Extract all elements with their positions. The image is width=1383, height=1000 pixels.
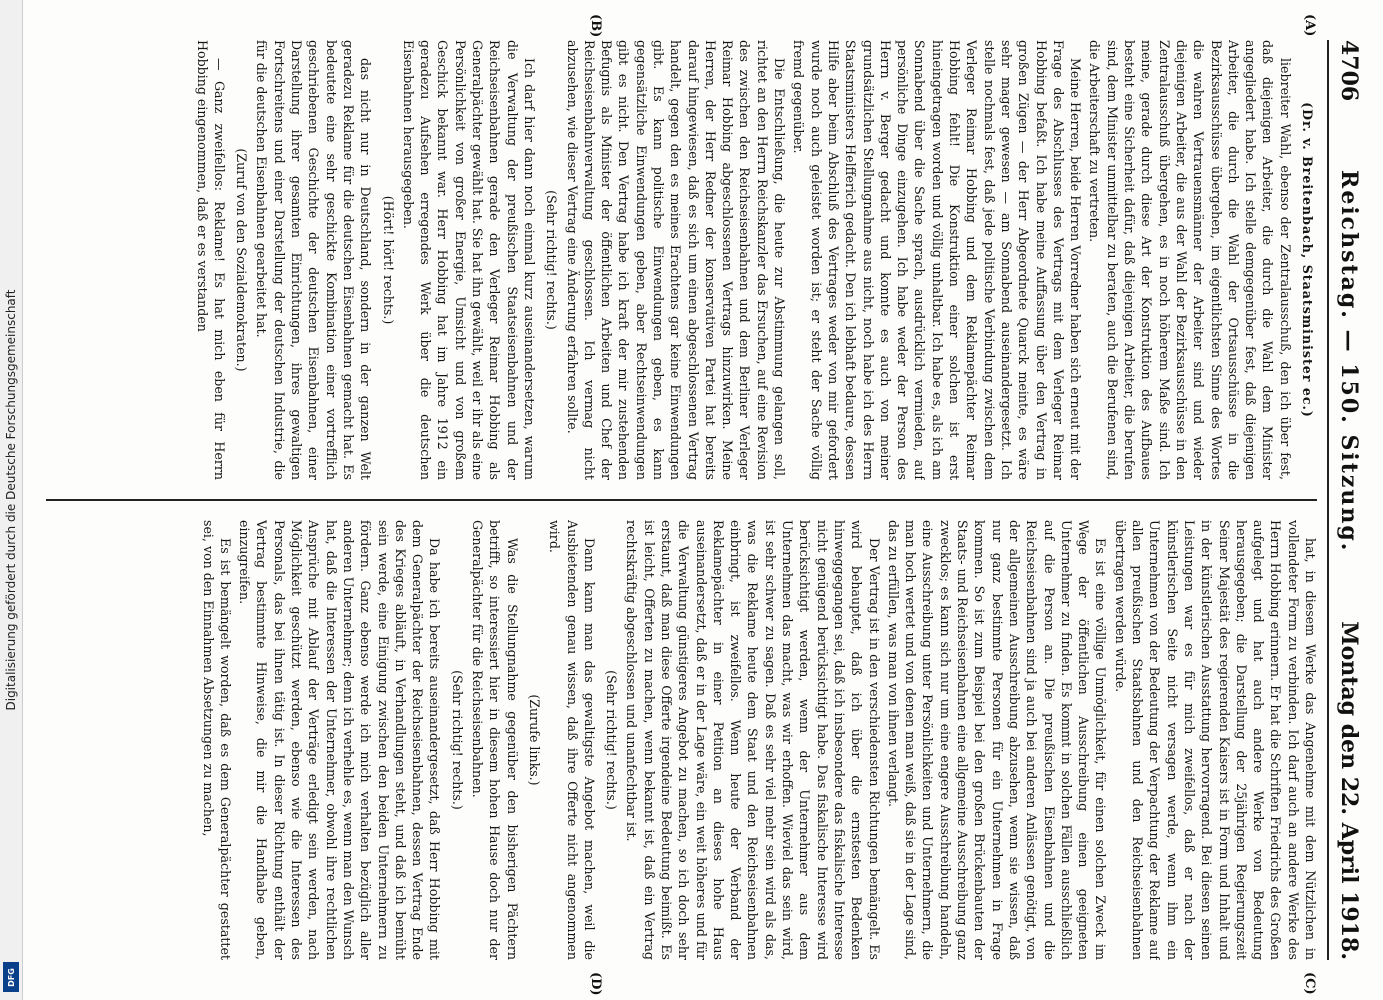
left-speaker: (Dr. v. Breitenbach, Staatsminister ec.) bbox=[1300, 102, 1315, 418]
header-title: Reichstag. — 150. Sitzung. bbox=[1336, 170, 1362, 553]
right-paragraph: Es ist bemängelt worden, daß es dem Generalpächter gestattet sei, von den Einnahmen Absetzungen zu machen, bbox=[200, 520, 233, 960]
right-interjection: (Sehr richtig! rechts.) bbox=[604, 670, 620, 810]
left-paragraph: — Ganz zweifellos: Reklame! Es hat mich eben für Herrn Hobbing eingenommen, daß er es verstanden bbox=[194, 40, 227, 480]
right-paragraph: Da habe ich bereits auseinandergesetzt, daß Herr Hobbing mit dem Generalpächter der Reichseisenbahnen, dessen Vertrag Ende des Krieges abläuft, in Verhandlungen steht, und daß ich bemüht sein werde, eine Einigung zwischen den beiden Unternehmern zu fördern. Ganz ebenso werde ich mich verhalten bezüglich aller anderen Unternehmer; denn ich verhehle es, wenn man den Wunsch hat, daß die Interessen der Unternehmer, obwohl ihre rechtlichen Ansprüche mit Ablauf der Verträge erledigt sein werden, nach Möglichkeit geschützt werden, ebenso wie die Interessen des Personals, das bei ihnen tätig ist. In dieser Richtung enthält der Vertrag bestimmte Hinweise, die mir die Handhabe geben, einzugreifen. bbox=[237, 520, 443, 960]
right-interjection: (Zurufe links.) bbox=[526, 694, 542, 786]
page-header bbox=[1327, 40, 1369, 960]
margin-marker-b: (B) bbox=[588, 14, 603, 38]
right-paragraph: Was die Stellungnahme gegenüber den bisherigen Pächtern betrifft, so interessiert hier in diesem hohen Hause doch nur der Generalpächter für die Reichseisenbahnen. bbox=[470, 520, 520, 960]
margin-marker-c: (C) bbox=[1302, 972, 1317, 995]
dfg-logo bbox=[3, 962, 19, 992]
footer-bar bbox=[0, 0, 23, 1000]
left-paragraph: Ich darf hier dann noch einmal kurz auseinandersetzen, warum die Verwaltung der preußischen Staatseisenbahnen und der Reichseisenbahnen gerade den Verleger Reimar Hobbing als Generalpächter gewählt hat. Sie hat ihn gewählt, weil er ihr als eine Persönlichkeit von großer Energie, Umsicht und von großem Geschick bekannt war. Herr Hobbing hat im Jahre 1912 ein geradezu Aufsehen erregendes Werk über die deutschen Eisenbahnen herausgegeben. bbox=[400, 40, 537, 480]
page-number: 4706 bbox=[1336, 40, 1362, 102]
left-paragraph: liebreiter Wahl, ebenso der Zentralausschuß, den ich über fest, daß diejenigen Arbeiter, die durch die Wahl dem Minister angegliedert habe. Ich stelle demgegenüber fest, daß diejenigen Arbeiter, die durch die Wahl der Ortsausschüsse in die Bezirksausschüsse übergehen, im eigentlichsten Sinne des Wortes die wahren Vertrauensmänner der Arbeiter sind und wieder diejenigen Arbeiter, die aus der Wahl der Bezirksausschüsse in den Zentralausschuß übergehen, es in noch höherem Maße sind. Ich meine, gerade durch diese Art der Konstruktion des Aufbaues besteht eine Sicherheit dafür, daß diejenigen Arbeiter, die berufen sind, dem Minister unmittelbar zu beraten, auch die Berufenen sind, die Arbeiterschaft zu vertreten. bbox=[1087, 40, 1293, 480]
right-paragraph: Es ist eine völlige Unmöglichkeit, für einen solchen Zweck im Wege der öffentlichen Ausschreibung einen geeigneten Unternehmer zu finden. Es kommt in solchen Fällen ausschließlich auf die Person an. Die preußischen Eisenbahnen und die Reichseisenbahnen sind ja auch bei anderen Anlässen genötigt, von der allgemeinen Ausschreibung abzusehen, wenn sie wissen, daß nur ganz bestimmte Personen für ein Unternehmen in Frage kommen. So ist zum Beispiel bei den großen Brückenbauten der Staats- und Reichseisenbahnen eine allgemeine Ausschreibung ganz zwecklos; es kann sich nur um eine engere Ausschreibung handeln, eine Ausschreibung unter Persönlichkeiten und Unternehmern, die man hoch wertet und von denen man weiß, daß sie in der Lage sind, das zu erfüllen, was man von ihnen verlangt. bbox=[885, 520, 1109, 960]
right-column bbox=[46, 520, 1319, 960]
right-paragraph: hat, in diesem Werke das Angenehme mit dem Nützlichen in vollendeter Form zu verbinden. Ich darf auch an andere Werke des Herrn Hobbing erinnern. Er hat die Schriften Friedrichs des Großen aufgelegt und hat auch andere Werke von Bedeutung herausgegeben; die Darstellung der 25jährigen Regierungszeit Seiner Majestät des regierenden Kaisers ist in Form und Inhalt und in der künstlerischen Ausstattung hervorragend. Bei diesen seinen Leistungen war es für mich zweifellos, daß er nach der künstlerischen Seite nicht versagen werde, wenn ihm ein Unternehmen von der Bedeutung der Verpachtung der Reklame auf allen preußischen Staatsbahnen und den Reichseisenbahnen übertragen werden würde. bbox=[1112, 520, 1318, 960]
dfg-logo-text: DFG bbox=[6, 967, 16, 987]
right-paragraph: Der Vertrag ist in den verschiedensten Richtungen bemängelt. Es wird behauptet, daß ich über die ernstesten Bedenken hinweggegangen sei, daß ich insbesondere das fiskalische Interesse nicht genügend berücksichtigt habe. Das fiskalische Interesse wird berücksichtigt werden, wenn der Unternehmer aus dem Unternehmen das macht, was wir erhoffen. Wieviel das sein wird, ist sehr schwer zu sagen. Daß es sehr viel mehr sein wird als das, was die Reklame heute dem Staat und den Reichseisenbahnen einbringt, ist zweifellos. Wenn heute der Verband der Reklamepächter in einer Petition an dieses hohe Haus auseinandersetzt, daß er in der Lage wäre, ein weit höheres und für die Verwaltung günstigeres Angebot zu machen, so ich doch sehr erstaunt, daß man diese Offerte irgendeine Bedeutung beimißt. Es ist leicht, Offerten zu machen, wenn bekannt ist, daß ein Vertrag rechtskräftig abgeschlossen und unanfechtbar ist. bbox=[624, 520, 882, 960]
right-paragraph: Dann kann man das gewaltigste Angebot machen, weil die Ausbietenden genau wissen, daß ihre Offerte nicht angenommen wird. bbox=[547, 520, 597, 960]
margin-marker-a: (A) bbox=[1302, 14, 1317, 37]
footer-credit: Digitalisierung gefördert durch die Deutsche Forschungsgemeinschaft bbox=[4, 289, 18, 711]
left-paragraph: Die Entschließung, die heute zur Abstimmung gelangen soll, richtet an den Herrn Reichskanzler das Ersuchen, auf eine Revision des zwischen den Reichseisenbahnen und dem Berliner Verleger Reimar Hobbing abgeschlossenen Vertrags hinzuwirken. Meine Herren, der Herr Redner der konservativen Partei hat bereits darauf hingewiesen, daß es sich um einen abgeschlossenen Vertrag handelt, gegen den es meines Erachtens gar keine Einwendungen gibt. Es kann politische Einwendungen geben, es kann gegensätzliche Einwendungen geben, aber Rechtseinwendungen gibt es nicht. Den Vertrag habe ich kraft der mir zustehenden Befugnis als Minister der öffentlichen Arbeiten und Chef der Reichseisenbahnverwaltung geschlossen. Ich vermag nicht abzusehen, wie dieser Vertrag eine Änderung erfahren sollte. bbox=[564, 40, 788, 480]
left-interjection: (Zuruf von den Sozialdemokraten.) bbox=[234, 148, 250, 372]
right-interjection: (Sehr richtig! rechts.) bbox=[449, 670, 465, 810]
header-date: Montag den 22. April 1918. bbox=[1336, 621, 1362, 960]
left-column bbox=[46, 40, 1319, 480]
margin-marker-d: (D) bbox=[588, 972, 603, 996]
column-divider bbox=[46, 499, 1317, 501]
left-interjection: (Hört! hört! rechts.) bbox=[380, 195, 396, 325]
left-paragraph: das nicht nur in Deutschland, sondern in der ganzen Welt geradezu Reklame für die deutschen Eisenbahnen gemacht hat. Es bedeutete eine sehr geschickte Kombination einer vortrefflich geschriebenen Geschichte der deutschen Eisenbahnen, einer Darstellung ihrer gesamten Einrichtungen, ihres gewaltigen Fortschreitens und einer Darstellung der deutschen Industrie, die für die deutschen Eisenbahnen gearbeitet hat. bbox=[254, 40, 374, 480]
left-paragraph: Meine Herren, beide Herren Vorredner haben sich erneut mit der Frage des Abschlusses des Vertrags mit dem Verleger Reimar Hobbing befaßt. Ich habe meine Auffassung über den Vertrag in großen Zügen — der Herr Abgeordnete Quarck meinte, es wäre sehr mager gewesen — am Sonnabend auseinandergesetzt. Ich stelle nochmals fest, daß jede politische Verbindung zwischen dem Verleger Reimar Hobbing und dem Reklamepächter Reimar Hobbing fehlt! Die Konstruktion einer solchen ist erst hineingetragen worden und völlig unhaltbar. Ich habe es, als ich am Sonnabend über die Sache sprach, ausdrücklich vermieden, auf persönliche Dinge einzugehen. Ich habe weder der Person des Herrn v. Berger gedacht und konnte es auch von meiner grundsätzlichen Stellungnahme aus nicht, noch habe ich des Herrn Staatsministers Helfferich gedacht. Den ich lebhaft bedaure, dessen Hilfe aber beim Abschluß des Vertrages weder von mir gefordert wurde noch auch geleistet worden ist; er steht der Sache völlig fremd gegenüber. bbox=[791, 40, 1084, 480]
left-interjection: (Sehr richtig! rechts.) bbox=[544, 190, 560, 330]
